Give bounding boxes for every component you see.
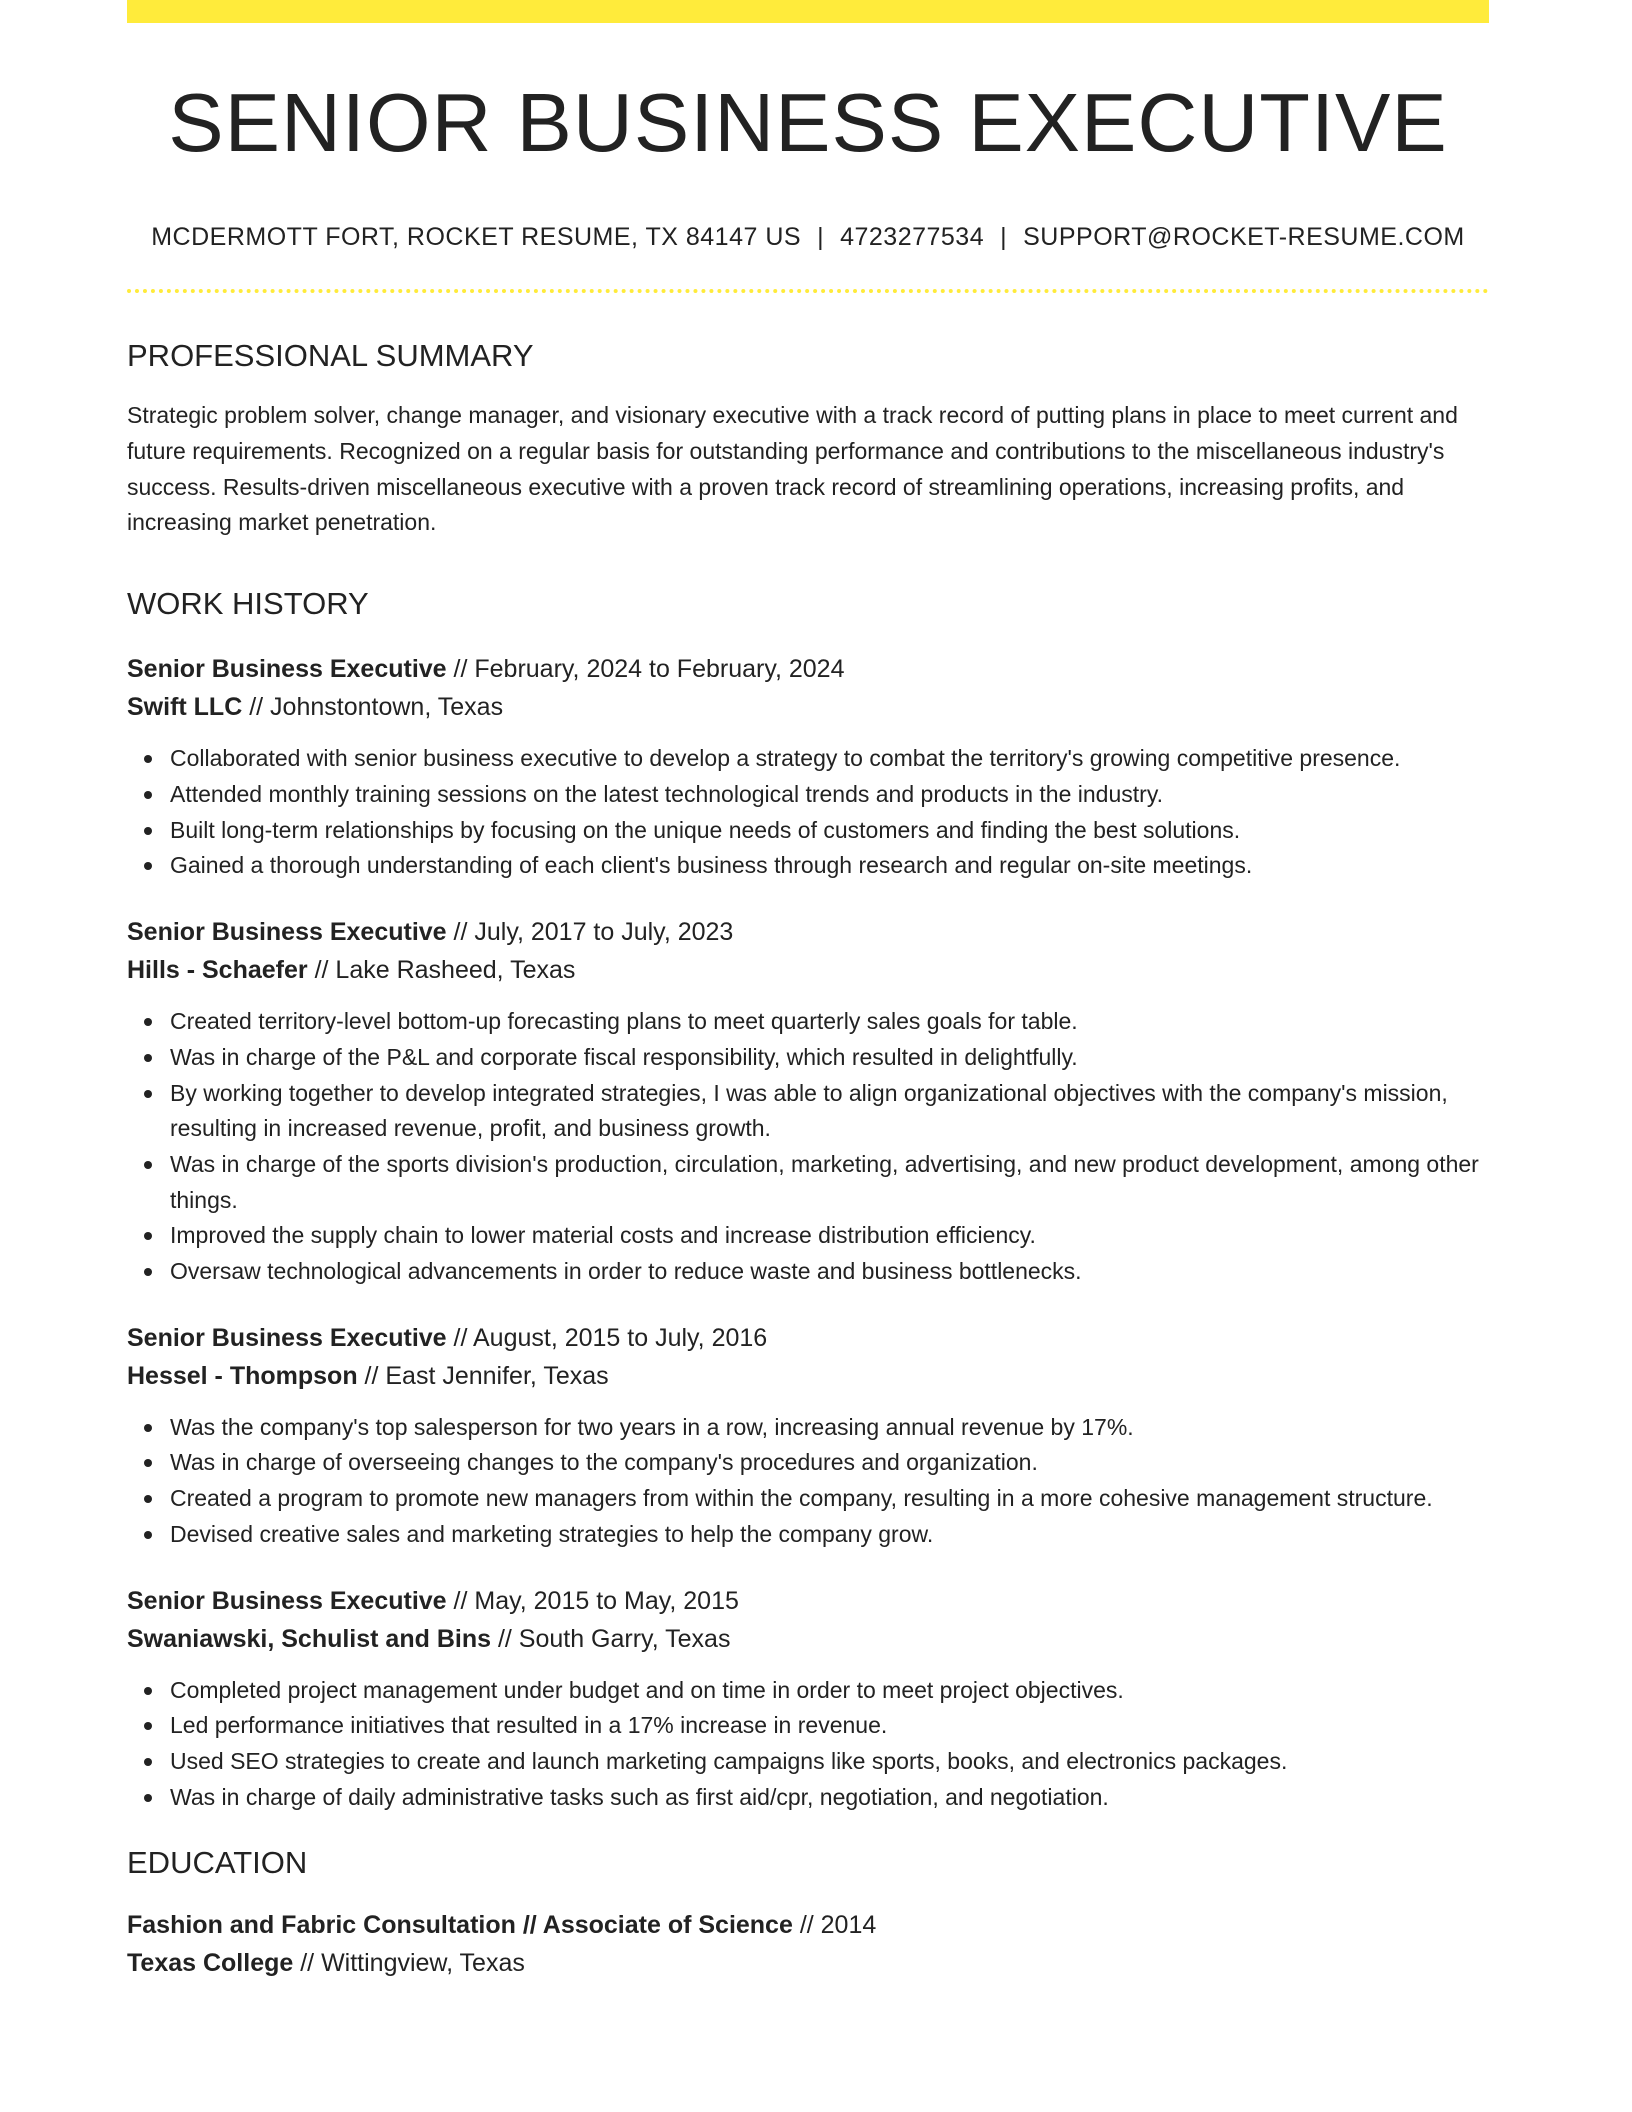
education-section	[127, 1844, 1489, 1981]
bullet-dot-icon	[144, 791, 152, 799]
job-bullets	[127, 1004, 1489, 1290]
bullet-text: Completed project management under budget and on time in order to meet project objectives.	[170, 1676, 1124, 1703]
bullet-dot-icon	[144, 1424, 152, 1432]
education-year: // 2014	[792, 1910, 877, 1939]
job-entry	[127, 1319, 1489, 1553]
education-title: EDUCATION	[127, 1845, 308, 1881]
bullet-text: Oversaw technological advancements in order to reduce waste and business bottlenecks.	[170, 1258, 1082, 1285]
header-divider	[127, 289, 1489, 293]
bullet-dot-icon	[144, 1090, 152, 1098]
job-title-line	[127, 913, 1489, 951]
bullet-item	[127, 1445, 1489, 1481]
job-role: Senior Business Executive	[127, 918, 447, 947]
bullet-text: By working together to develop integrated strategies, I was able to align organizational objectives with the company's mission, resulting in increased revenue, profit, and business growth.	[170, 1079, 1448, 1142]
job-dates: // August, 2015 to July, 2016	[446, 1323, 768, 1352]
bullet-item	[127, 813, 1489, 849]
job-bullets	[127, 1673, 1489, 1816]
bullet-dot-icon	[144, 1758, 152, 1766]
job-company-line	[127, 951, 1489, 989]
bullet-dot-icon	[144, 1495, 152, 1503]
education-school: Texas College	[127, 1948, 294, 1977]
bullet-text: Attended monthly training sessions on the latest technological trends and products in the industry.	[170, 781, 1163, 808]
contact-email: SUPPORT@ROCKET-RESUME.COM	[1023, 223, 1465, 252]
bullet-dot-icon	[144, 1018, 152, 1026]
job-company-line	[127, 688, 1489, 726]
bullet-item	[127, 1076, 1489, 1147]
bullet-item	[127, 1780, 1489, 1816]
job-location: // South Garry, Texas	[491, 1624, 731, 1653]
job-company: Swaniawski, Schulist and Bins	[127, 1624, 491, 1653]
bullet-dot-icon	[144, 1161, 152, 1169]
resume-page	[127, 0, 1489, 1982]
bullet-text: Was in charge of the P&L and corporate fiscal responsibility, which resulted in delightfully.	[170, 1043, 1078, 1070]
bullet-text: Collaborated with senior business executive to develop a strategy to combat the territory's growing competitive presence.	[170, 745, 1401, 772]
bullet-item	[127, 1481, 1489, 1517]
bullet-item	[127, 1254, 1489, 1290]
bullet-text: Improved the supply chain to lower material costs and increase distribution efficiency.	[170, 1222, 1036, 1249]
bullet-text: Led performance initiatives that resulted in a 17% increase in revenue.	[170, 1712, 888, 1739]
contact-separator: |	[817, 223, 825, 252]
bullet-item	[127, 1004, 1489, 1040]
job-location: // Lake Rasheed, Texas	[307, 956, 576, 985]
education-location: // Wittingview, Texas	[293, 1948, 525, 1977]
job-location: // East Jennifer, Texas	[357, 1361, 609, 1390]
job-company: Hessel - Thompson	[127, 1361, 358, 1390]
bullet-text: Used SEO strategies to create and launch marketing campaigns like sports, books, and electronics packages.	[170, 1747, 1288, 1774]
job-location: // Johnstontown, Texas	[242, 693, 504, 722]
bullet-dot-icon	[144, 827, 152, 835]
education-degree-line	[127, 1906, 1489, 1944]
bullet-item	[127, 1218, 1489, 1254]
contact-line	[127, 222, 1489, 252]
bullet-dot-icon	[144, 1232, 152, 1240]
bullet-text: Created territory-level bottom-up forecasting plans to meet quarterly sales goals for table.	[170, 1008, 1078, 1035]
job-title-line	[127, 1319, 1489, 1357]
bullet-text: Gained a thorough understanding of each client's business through research and regular on-site meetings.	[170, 852, 1253, 879]
bullet-item	[127, 1673, 1489, 1709]
summary-title: PROFESSIONAL SUMMARY	[127, 338, 534, 374]
bullet-text: Was the company's top salesperson for two years in a row, increasing annual revenue by 17%.	[170, 1413, 1134, 1440]
job-bullets	[127, 1410, 1489, 1553]
bullet-item	[127, 848, 1489, 884]
bullet-dot-icon	[144, 1054, 152, 1062]
top-accent-bar	[127, 0, 1489, 23]
bullet-item	[127, 777, 1489, 813]
bullet-dot-icon	[144, 1459, 152, 1467]
job-company-line	[127, 1620, 1489, 1658]
bullet-dot-icon	[144, 862, 152, 870]
bullet-text: Devised creative sales and marketing strategies to help the company grow.	[170, 1520, 934, 1547]
bullet-dot-icon	[144, 1531, 152, 1539]
resume-name-heading: SENIOR BUSINESS EXECUTIVE	[168, 76, 1448, 169]
job-company: Swift LLC	[127, 693, 243, 722]
job-company-line	[127, 1357, 1489, 1395]
bullet-dot-icon	[144, 1794, 152, 1802]
bullet-dot-icon	[144, 1722, 152, 1730]
work-history-section	[127, 585, 1489, 1815]
bullet-item	[127, 1744, 1489, 1780]
bullet-dot-icon	[144, 1268, 152, 1276]
job-dates: // July, 2017 to July, 2023	[446, 918, 734, 947]
bullet-text: Was in charge of daily administrative tasks such as first aid/cpr, negotiation, and negotiation.	[170, 1783, 1109, 1810]
bullet-text: Was in charge of the sports division's production, circulation, marketing, advertising, and new product development, among other things.	[170, 1150, 1479, 1213]
job-bullets	[127, 741, 1489, 884]
education-degree: Fashion and Fabric Consultation // Associate of Science	[127, 1910, 793, 1939]
bullet-dot-icon	[144, 1687, 152, 1695]
job-role: Senior Business Executive	[127, 655, 447, 684]
job-role: Senior Business Executive	[127, 1586, 447, 1615]
job-role: Senior Business Executive	[127, 1323, 447, 1352]
bullet-item	[127, 1040, 1489, 1076]
job-company: Hills - Schaefer	[127, 956, 308, 985]
bullet-item	[127, 1410, 1489, 1446]
contact-separator: |	[1000, 223, 1008, 252]
job-title-line	[127, 1582, 1489, 1620]
bullet-text: Was in charge of overseeing changes to the company's procedures and organization.	[170, 1449, 1038, 1476]
job-dates: // May, 2015 to May, 2015	[446, 1586, 739, 1615]
job-entry	[127, 913, 1489, 1290]
bullet-dot-icon	[144, 755, 152, 763]
contact-phone: 4723277534	[840, 223, 985, 252]
bullet-item	[127, 1708, 1489, 1744]
job-entry	[127, 650, 1489, 884]
bullet-item	[127, 1147, 1489, 1218]
bullet-item	[127, 1517, 1489, 1553]
education-entry	[127, 1906, 1489, 1982]
summary-text: Strategic problem solver, change manager, and visionary executive with a track record of putting plans in place to meet current and future requirements. Recognized on a regular basis for outstanding performance and contributions to the miscellaneous industry's success. Results-driven miscellaneous executive with a proven track record of streamlining operations, increasing profits, and increasing market penetration.	[127, 402, 1458, 536]
summary-section	[127, 337, 1489, 541]
contact-address: MCDERMOTT FORT, ROCKET RESUME, TX 84147 US	[151, 223, 802, 252]
bullet-text: Created a program to promote new managers from within the company, resulting in a more cohesive management structure.	[170, 1485, 1433, 1512]
bullet-item	[127, 741, 1489, 777]
bullet-text: Built long-term relationships by focusing on the unique needs of customers and finding the best solutions.	[170, 816, 1241, 843]
job-entry	[127, 1582, 1489, 1816]
job-title-line	[127, 650, 1489, 688]
work-history-title: WORK HISTORY	[127, 586, 369, 622]
job-dates: // February, 2024 to February, 2024	[446, 655, 845, 684]
education-school-line	[127, 1944, 1489, 1982]
